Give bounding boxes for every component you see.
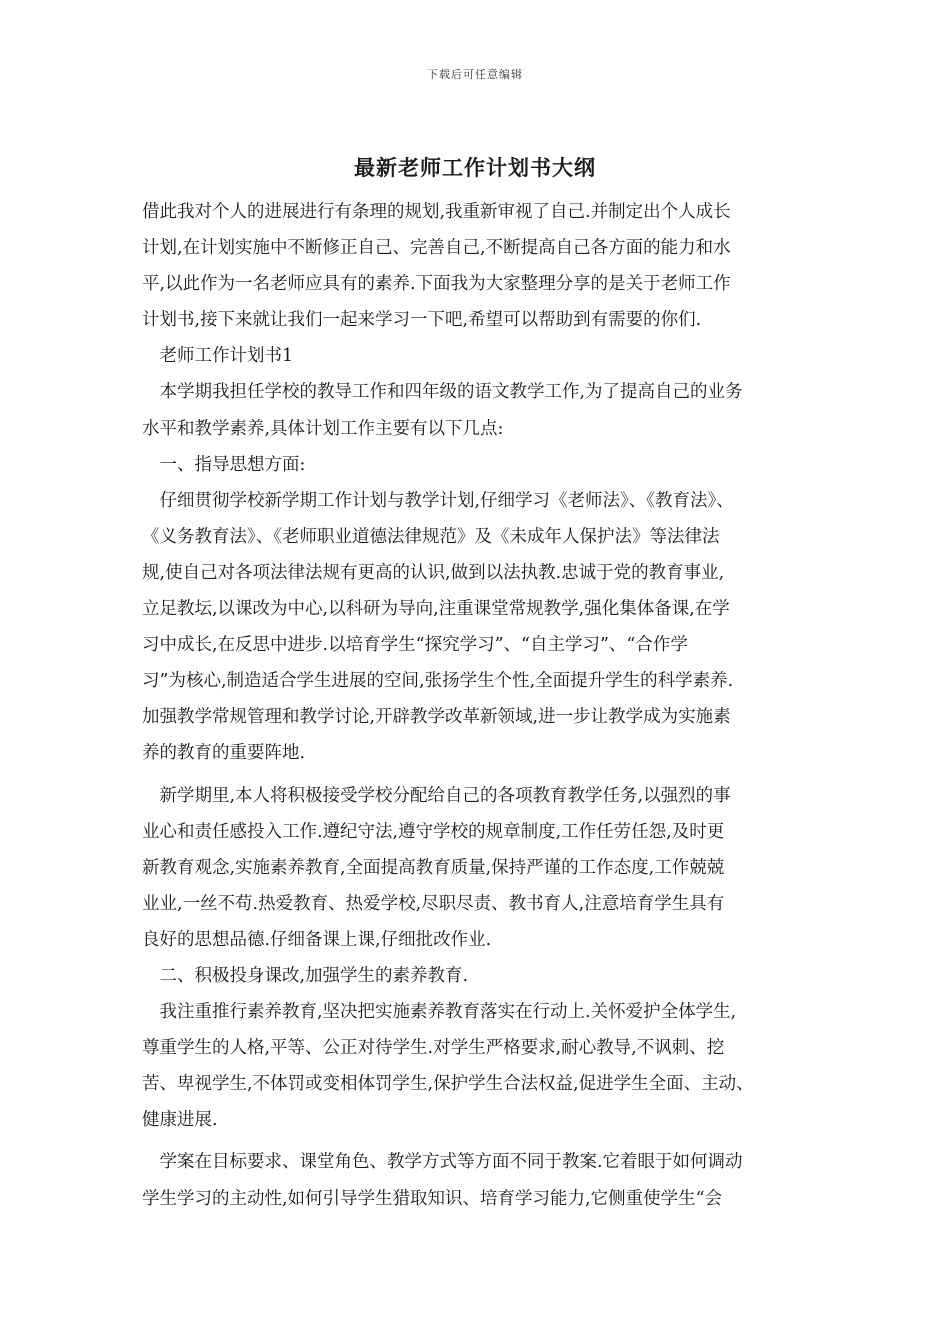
paragraph: [142, 447, 826, 483]
text-line: 学案在目标要求、课堂角色、教学方式等方面不同于教案.它着眼于如何调动: [142, 1152, 743, 1173]
text-line: 新教育观念,实施素养教育,全面提高教育质量,保持严谨的工作态度,工作兢兢: [142, 857, 725, 878]
document-title: 最新老师工作计划书大纲: [354, 155, 596, 180]
text-line: 水平和教学素养,具体计划工作主要有以下几点:: [142, 418, 504, 439]
text-line: 立足教坛,以课改为中心,以科研为导向,注重课堂常规教学,强化集体备课,在学: [142, 599, 730, 620]
text-line: 计划,在计划实施中不断修正自己、完善自己,不断提高自己各方面的能力和水: [142, 238, 731, 259]
text-line: 二、积极投身课改,加强学生的素养教育.: [142, 965, 469, 986]
paragraph: [142, 338, 826, 374]
text-line: 业业,一丝不苟.热爱教育、热爱学校,尽职尽责、教书育人,注意培育学生具有: [142, 893, 725, 914]
text-line: 本学期我担任学校的教导工作和四年级的语文教学工作,为了提高自己的业务: [142, 382, 743, 403]
paragraph: [142, 958, 826, 994]
paragraph: [142, 374, 826, 446]
text-line: 习中成长,在反思中进步.以培育学生“探究学习”、“自主学习”、“合作学: [142, 635, 688, 656]
text-line: 平,以此作为一名老师应具有的素养.下面我为大家整理分享的是关于老师工作: [142, 274, 731, 295]
text-line: 仔细贯彻学校新学期工作计划与教学计划,仔细学习《老师法》、《教育法》、: [142, 490, 734, 511]
header-note: 下载后可任意编辑: [427, 68, 523, 81]
paragraph: [142, 483, 826, 772]
text-line: 一、指导思想方面:: [142, 454, 306, 475]
text-line: 《义务教育法》、《老师职业道德法律规范》及《未成年人保护法》等法律法: [142, 526, 720, 547]
text-line: 养的教育的重要阵地.: [142, 743, 306, 764]
text-line: 习”为核心,制造适合学生进展的空间,张扬学生个性,全面提升学生的科学素养.: [142, 671, 734, 692]
text-line: 我注重推行素养教育,坚决把实施素养教育落实在行动上.关怀爱护全体学生,: [142, 1002, 737, 1023]
text-line: 良好的思想品德.仔细备课上课,仔细批改作业.: [142, 929, 492, 950]
paragraph: [142, 778, 826, 958]
text-line: 借此我对个人的进展进行有条理的规划,我重新审视了自己.并制定出个人成长: [142, 202, 731, 222]
text-line: 尊重学生的人格,平等、公正对待学生.对学生严格要求,耐心教导,不讽刺、挖: [142, 1038, 725, 1059]
text-line: 业心和责任感投入工作.遵纪守法,遵守学校的规章制度,工作任劳任怨,及时更: [142, 821, 725, 842]
text-line: 老师工作计划书1: [142, 346, 294, 367]
text-line: 加强教学常规管理和教学讨论,开辟教学改革新领域,进一步让教学成为实施素: [142, 707, 731, 728]
text-line: 计划书,接下来就让我们一起来学习一下吧,希望可以帮助到有需要的你们.: [142, 310, 702, 331]
text-line: 苦、卑视学生,不体罚或变相体罚学生,保护学生合法权益,促进学生全面、主动、: [142, 1074, 754, 1095]
text-line: 健康进展.: [142, 1110, 218, 1131]
text-line: 新学期里,本人将积极接受学校分配给自己的各项教育教学任务,以强烈的事: [142, 785, 731, 806]
text-line: 学生学习的主动性,如何引导学生猎取知识、培育学习能力,它侧重使学生“会: [142, 1188, 723, 1209]
paragraph: [142, 1144, 826, 1216]
text-line: 规,使自己对各项法律法规有更高的认识,做到以法执教.忠诚于党的教育事业,: [142, 562, 725, 583]
paragraph: [142, 194, 826, 338]
document-body: [142, 194, 826, 1217]
paragraph: [142, 994, 826, 1138]
